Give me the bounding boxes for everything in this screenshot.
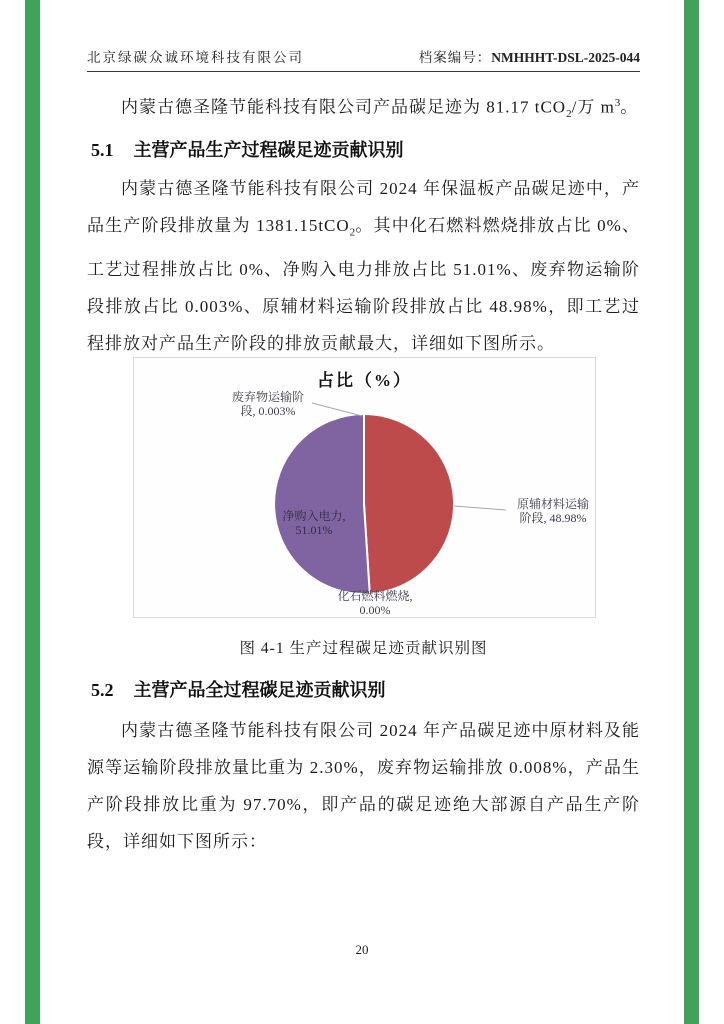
intro-text-a: 内蒙古德圣隆节能科技有限公司产品碳足迹为 81.17 tCO [121,97,567,117]
section-5-1-heading [91,136,640,162]
s51-text-b: 。其中化石燃料燃烧排放占比 0%、工艺过程排放占比 0%、净购入电力排放占比 51.01%、废弃物运输阶段排放占比 0.003%、原辅材料运输阶段排放占比 48.98%，即工艺过程排放对产品生产阶段的排放贡献最大，详细如下图所示。 [87,216,640,354]
s51-subscript: 2 [349,226,356,239]
label-purchased-electricity [268,509,360,537]
label-waste-transport [222,390,314,418]
section-5-1-paragraph [87,170,640,362]
section-5-1-number: 5.1 [91,140,114,160]
pie-slice-purchased-electricity [274,414,370,594]
figure-caption: 图 4-1 生产过程碳足迹贡献识别图 [239,640,488,657]
s51-text-a: 内蒙古德圣隆节能科技有限公司 2024 年保温板产品碳足迹中，产品生产阶段排放量为 1381.15tCO [87,179,640,235]
header-rule [87,71,640,72]
intro-paragraph [87,88,640,129]
label-fossil-line2: 0.00% [359,603,391,617]
label-waste-line2: 段, 0.003% [240,404,296,418]
label-raw-line2: 阶段, 48.98% [519,511,587,525]
intro-subscript: 2 [566,108,572,121]
section-5-2-number: 5.2 [91,680,114,700]
label-fossil-fuel [327,589,423,617]
header-archive-number [419,46,640,66]
section-5-2-heading [91,676,640,702]
left-accent-bar [25,0,40,1024]
header-company-name: 北京绿碳众诚环境科技有限公司 [87,50,304,65]
section-5-2-paragraph: 内蒙古德圣隆节能科技有限公司 2024 年产品碳足迹中原材料及能源等运输阶段排放量比重为 2.30%，废弃物运输排放 0.008%，产品生产阶段排放比重为 97.70%，即产品的碳足迹绝大部源自产品生产阶段，详细如下图所示： [87,721,640,851]
archive-label: 档案编号： [418,50,492,65]
right-accent-bar [684,0,699,1024]
intro-superscript: 3 [614,97,621,109]
section-5-2-title: 主营产品全过程碳足迹贡献识别 [133,680,386,700]
label-elec-line2: 51.01% [295,523,333,537]
label-raw-material-transport [510,497,596,525]
intro-text-b: /万 m [571,97,615,117]
archive-code: NMHHHT-DSL-2025-044 [491,50,640,65]
chart-title: 占比（%） [317,371,412,390]
page-number: 20 [355,942,369,957]
pie-slice-raw-material-transport [364,414,454,594]
label-raw-line1: 原辅材料运输 [516,497,589,511]
section-5-1-title: 主营产品生产过程碳足迹贡献识别 [133,140,404,160]
leader-line-waste-transport [312,403,362,416]
label-elec-line1: 净购入电力, [282,509,346,523]
intro-text-c: 。 [620,97,639,117]
leader-line-raw-material [454,506,506,510]
pie-chart-svg [134,358,597,619]
figure-pie-chart [133,357,596,618]
label-fossil-line1: 化石燃料燃烧, [337,589,413,603]
label-waste-line1: 废弃物运输阶 [231,390,304,404]
